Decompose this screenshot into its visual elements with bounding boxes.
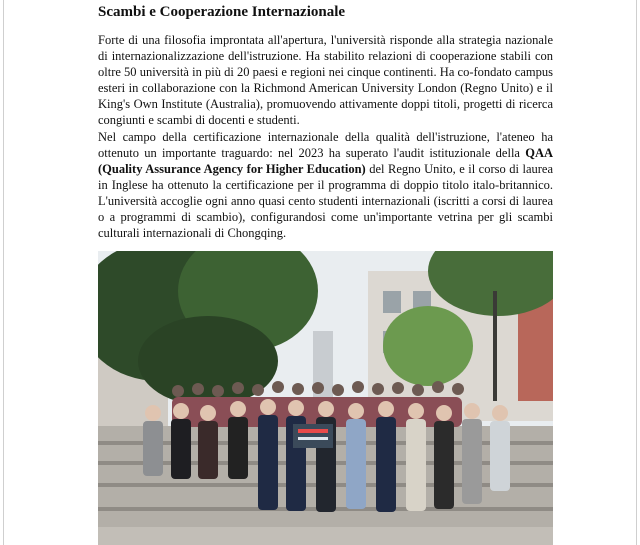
page-border-right xyxy=(636,0,637,545)
group-photo xyxy=(98,251,553,545)
paragraph-cooperation: Forte di una filosofia improntata all'apertura, l'università risponde alla strategia nazionale di internazionalizzazione dell'istruzione. Ha stabilito relazioni di cooperazione stabili con oltre 50 università in più di 20 paesi e regioni nei cinque continenti. Ha co-fondato campus esteri in collaborazione con la Richmond American University London (Regno Unito) e il King's Own Institute (Australia), promuovendo attivamente doppi titoli, progetti di ricerca congiunti e scambi di docenti e studenti. xyxy=(98,33,553,128)
paragraph-certification-end: del Regno Unito, e il corso di laurea in Inglese ha ottenuto la certificazione per il programma di doppio titolo italo-britannico. L'università accoglie ogni anno quasi cento studenti internazionali (iscritti a corsi di laurea o a programmi di scambio), configurandosi come un'importante vetrina per gli scambi culturali internazionali di Chongqing. xyxy=(98,161,553,241)
paragraph-certification xyxy=(98,129,553,242)
section-title: Scambi e Cooperazione Internazionale xyxy=(98,4,346,20)
paragraph-certification-start: Nel campo della certificazione internazionale della qualità dell'istruzione, l'ateneo ha ottenuto un importante traguardo: nel 2023 ha superato l'audit istituzionale della xyxy=(98,129,553,160)
qaa-name: QAA (Quality Assurance Agency for Higher Education) xyxy=(98,145,553,176)
document-content xyxy=(98,2,553,241)
group-photo-illustration xyxy=(98,251,553,545)
page-border-left xyxy=(3,0,4,545)
